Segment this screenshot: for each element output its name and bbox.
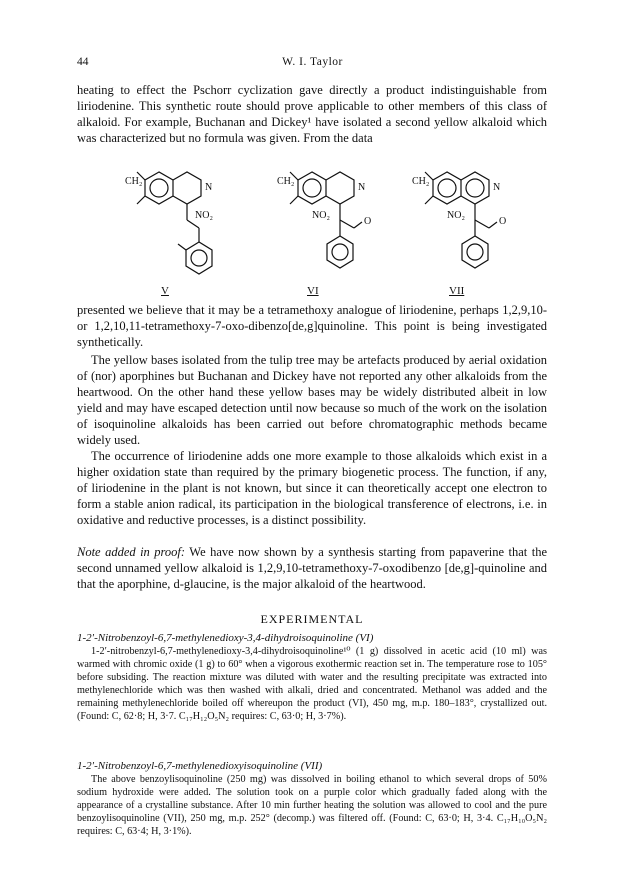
compound-label-vi: VI (307, 285, 319, 297)
note-lead: Note added in proof: (77, 545, 186, 559)
experimental-text: 1-2′-nitrobenzyl-6,7-methylenedioxy-3,4-dihydroisoquinoline¹⁰ (1 g) dissolved in acetic acid (10 ml) was warmed with chromic oxide (1 g) to 60° when a vigorous exothermic reaction set in. The temperature rose to 105° before subsiding. The reaction mixture was diluted with water and the resulting precipitate was extracted into methylenechloride which was then washed with alkali, dried and concentrated. Methanol was added and the remaining methylenechloride boiled off whereupon the product (VI), 450 mg, m.p. 180–183°, crystallized out. (Found: C, 62·8; H, 3·7. C₁₇H₁₂O₅N₂ requires: C, 63·0; H, 3·7%). (77, 646, 547, 722)
chemical-structures (77, 158, 547, 298)
running-title: W. I. Taylor (282, 56, 343, 68)
atom-label-n: N (493, 182, 501, 193)
paragraph-occurrence (77, 448, 547, 528)
structure-v (137, 172, 212, 274)
note-text: We have now shown by a synthesis starting from papaverine that the second unnamed yellow alkaloid is 1,2,9,10-tetramethoxy-7-oxodibenzo [de,g]-quinoline and that the aporphine, d-glaucine, is the major alkaloid of the heartwood. (77, 545, 548, 591)
subheading-vi: 1-2′-Nitrobenzoyl-6,7-methylenedioxy-3,4-dihydroisoquinoline (VI) (77, 632, 374, 644)
atom-label-n: N (205, 182, 213, 193)
atom-label-ch2: CH₂ (412, 176, 430, 187)
experimental-vi (77, 632, 547, 723)
experimental-vii (77, 760, 547, 838)
paragraph-data (77, 302, 547, 350)
subheading-vii: 1-2′-Nitrobenzoyl-6,7-methylenedioxyisoquinoline (VII) (77, 760, 323, 772)
paragraph-text: heating to effect the Pschorr cyclization gave directly a product indistinguishable from liriodenine. This synthetic route should prove applicable to other members of this class of alkaloid. For example, Buchanan and Dickey¹ have isolated a second yellow alkaloid which was characterized but no formula was given. From the data (77, 83, 547, 145)
atom-label-no2: NO₂ (195, 210, 213, 221)
paragraph-intro (77, 82, 547, 146)
running-header (77, 56, 548, 72)
paragraph-tulip (77, 352, 547, 448)
atom-label-ch2: CH₂ (125, 176, 143, 187)
atom-label-o: O (364, 216, 372, 227)
compound-label-v: V (161, 285, 169, 297)
atom-label-no2: NO₂ (447, 210, 465, 221)
atom-label-no2: NO₂ (312, 210, 330, 221)
paragraph-text: presented we believe that it may be a tetramethoxy analogue of liriodenine, perhaps 1,2,9,10- or 1,2,10,11-tetramethoxy-7-oxo-dibenzo[de,g]quinoline. This point is being investigated synthetically. (77, 303, 547, 349)
experimental-text: The above benzoylisoquinoline (250 mg) was dissolved in boiling ethanol to which several drops of 50% sodium hydroxide were added. The solution took on a purple color which gradually faded along with the appearance of a crystalline substance. After 10 min further heating the solution was allowed to cool and the pure benzoylisoquinoline (VII), 250 mg, m.p. 252° (decomp.) was filtered off. (Found: C, 63·0; H, 3·4. C₁₇H₁₀O₅N₂ requires: C, 63·4; H, 3·1%). (77, 774, 547, 837)
section-heading: EXPERIMENTAL (260, 612, 364, 626)
paragraph-text: The occurrence of liriodenine adds one more example to those alkaloids which exist in a higher oxidation state than required by the primary biogenetic process. The function, if any, of liriodenine in the plant is not known, but since it can theoretically accept one electron to form a stable anion radical, its participation in the biological transference of electrons, i.e. in oxidative and reductive processes, is a distinct possibility. (77, 449, 547, 527)
page-number: 44 (77, 56, 89, 68)
compound-label-vii: VII (449, 285, 465, 297)
note-added-in-proof (77, 544, 547, 592)
atom-label-o: O (499, 216, 507, 227)
atom-label-n: N (358, 182, 366, 193)
paragraph-text: The yellow bases isolated from the tulip tree may be artefacts produced by aerial oxidation of (nor) aporphines but Buchanan and Dickey have not reported any other alkaloids from the heartwood. On the other hand these yellow bases may be widely distributed albeit in low yield and may have escaped detection until now because so much of the work on the isolation of isoquinoline alkaloids has been carried out before chromatographic methods became widely used. (77, 353, 547, 447)
structure-figure (77, 158, 547, 298)
atom-label-ch2: CH₂ (277, 176, 295, 187)
